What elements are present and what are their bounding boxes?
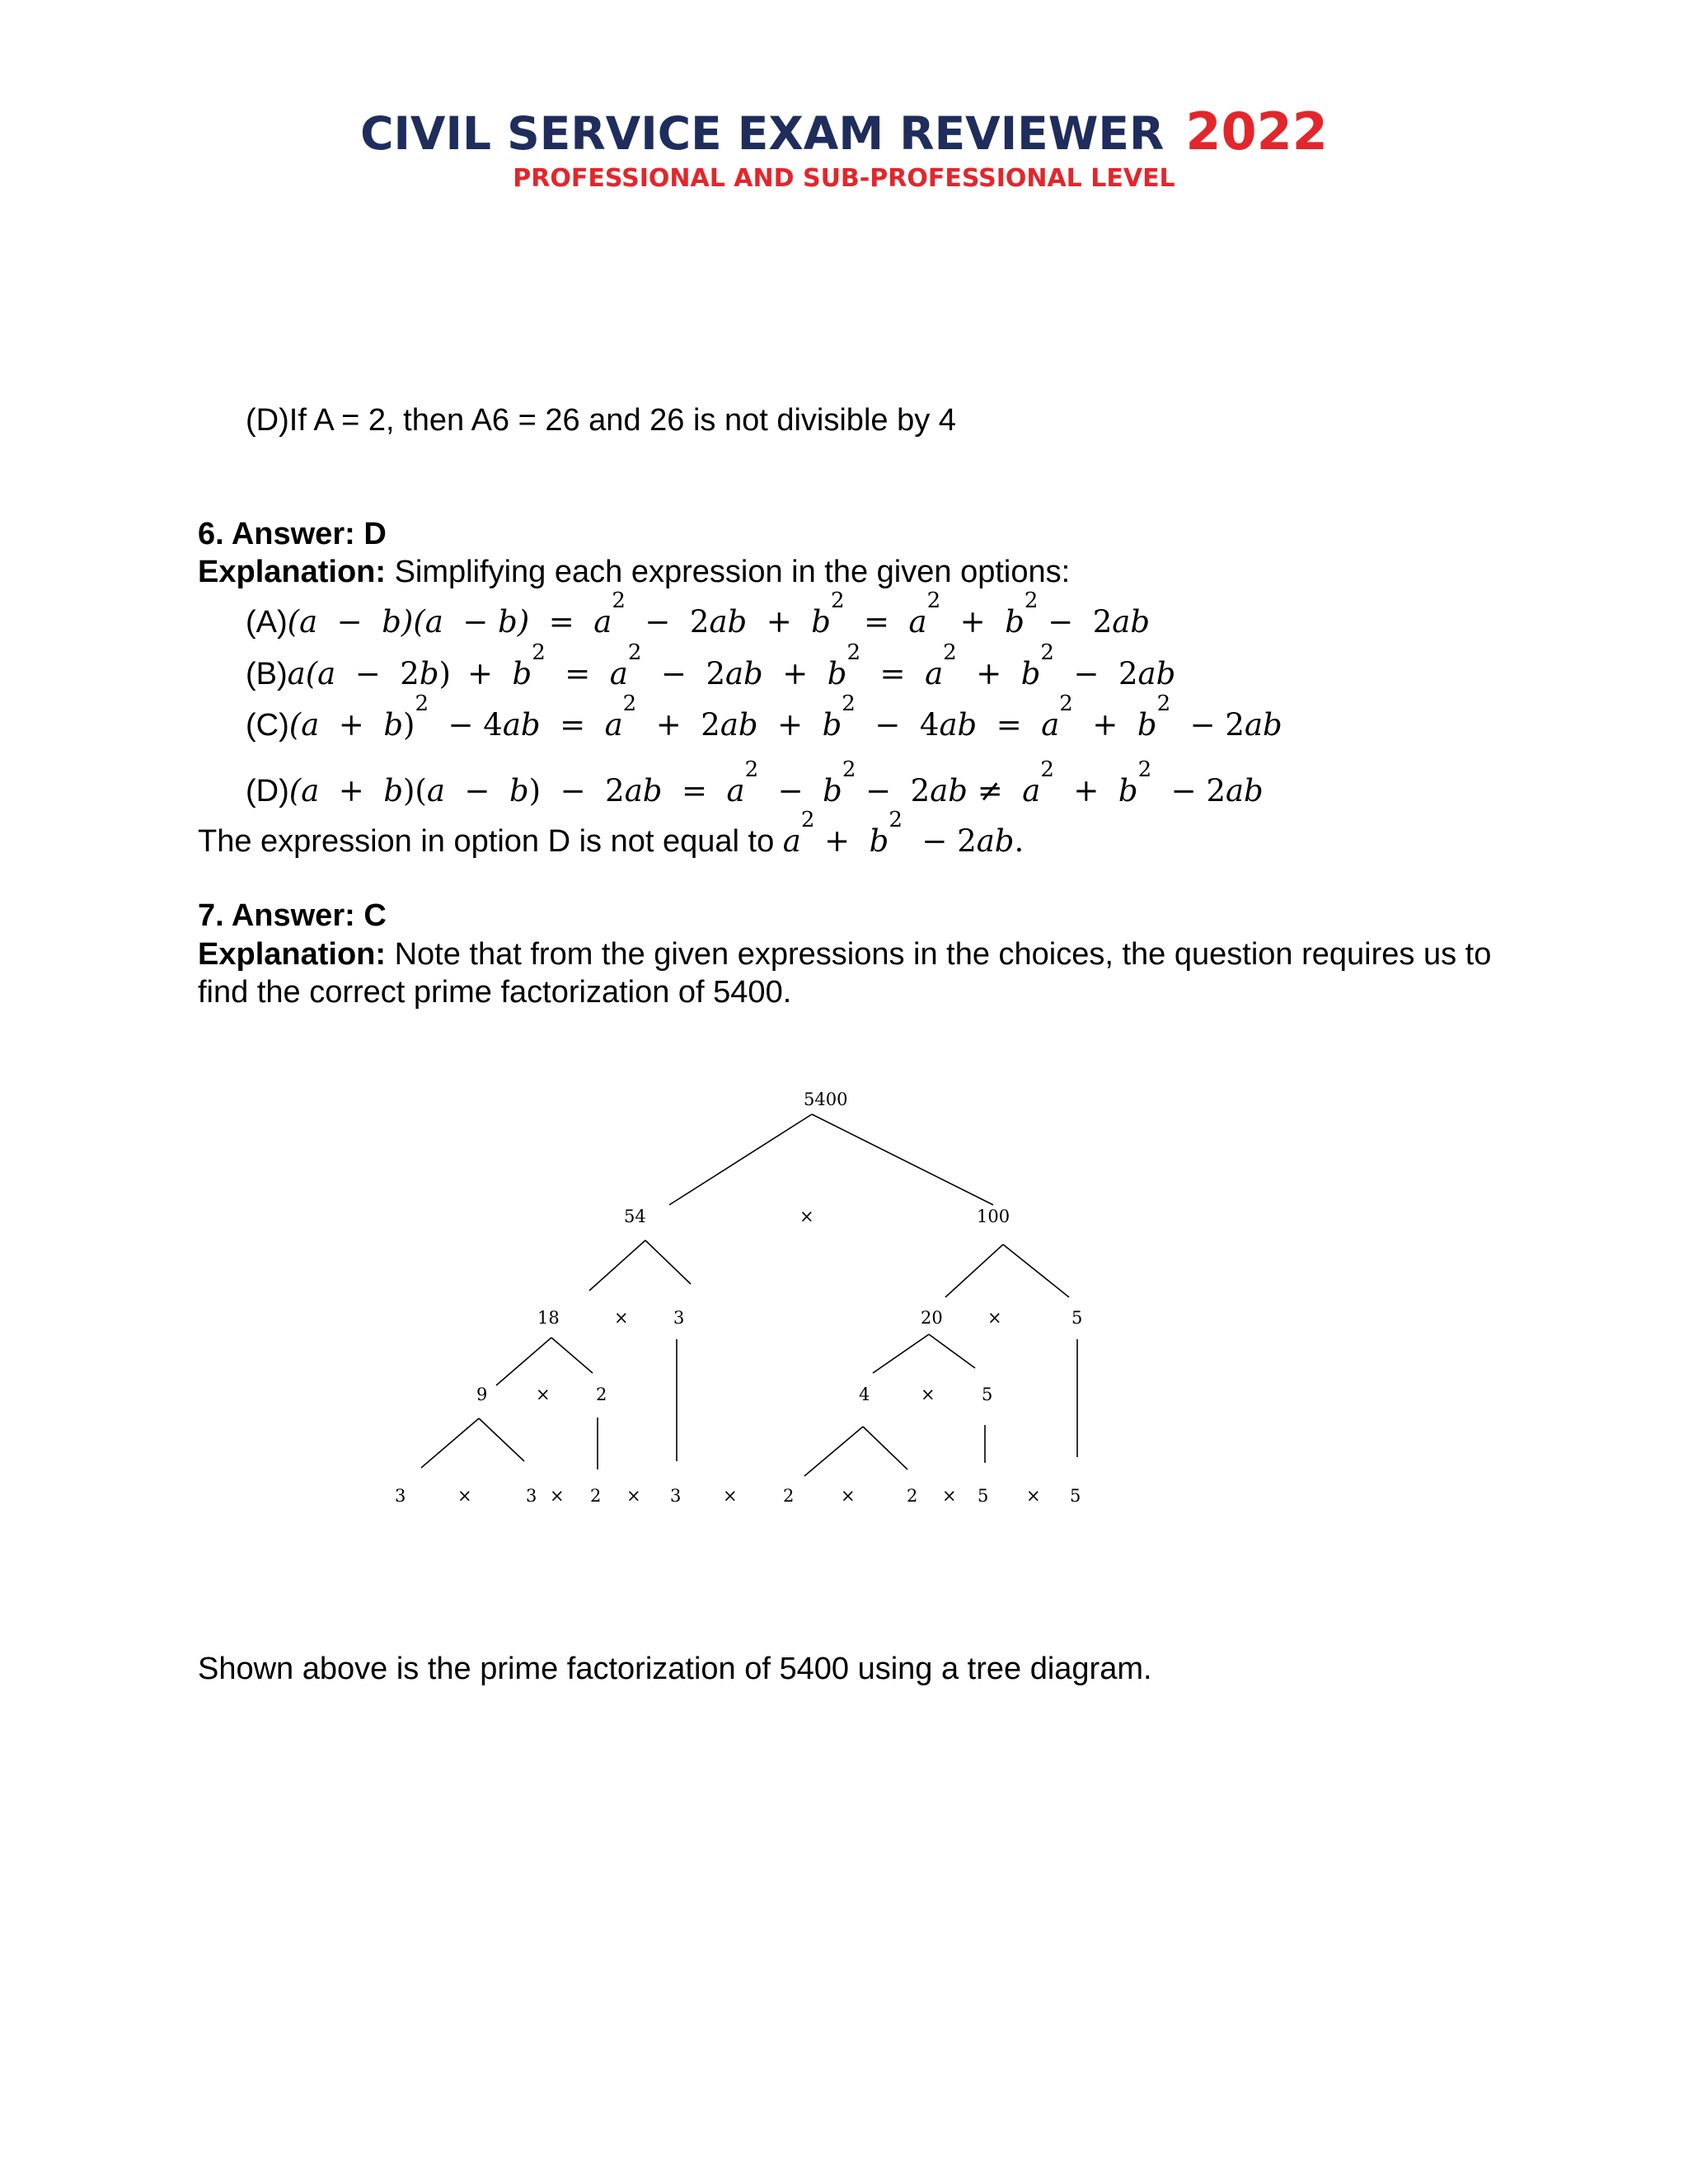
tree-edge <box>804 1427 863 1476</box>
tree-leaf: 5 <box>1070 1486 1081 1506</box>
q6-answer: 6. Answer: D <box>198 517 387 551</box>
tree-node-54: 54 <box>624 1207 646 1226</box>
tree-node-4: 4 <box>859 1385 870 1404</box>
tree-edge <box>945 1244 1003 1297</box>
q7-explanation-text: Note that from the given expressions in the choices, the question requires us to find the correct prime factorization of 5400. <box>198 937 1492 1010</box>
tree-edge <box>645 1240 691 1284</box>
q6-option-d-label: (D) <box>246 774 289 808</box>
tree-times: × <box>921 1385 935 1404</box>
tree-times: × <box>614 1308 629 1328</box>
tree-times: × <box>536 1385 551 1404</box>
tree-node-5b: 5 <box>982 1385 993 1404</box>
tree-node-2: 2 <box>596 1385 607 1404</box>
q7-caption: Shown above is the prime factorization of 5400 using a tree diagram. <box>198 1652 1152 1686</box>
tree-leaf: 3 <box>526 1486 537 1506</box>
q6-option-c-label: (C) <box>246 708 289 743</box>
tree-times: × <box>799 1207 814 1226</box>
brand-title-main: CIVIL SERVICE EXAM REVIEWER <box>360 107 1165 160</box>
tree-leaf: 3 <box>395 1486 406 1506</box>
q7-answer: 7. Answer: C <box>198 898 387 933</box>
tree-edge <box>873 1334 929 1373</box>
tree-leaf: 2 <box>590 1486 602 1506</box>
tree-edge <box>496 1338 551 1385</box>
q6-option-a: $(A)(a - b)(a - b) = a^2 - 2ab + b^2 = a^2 + b^2 - 2ab$ <box>246 588 1151 640</box>
tree-node-5: 5 <box>1071 1308 1083 1328</box>
q6-option-b-label: (B) <box>246 657 288 691</box>
tree-times: × <box>987 1308 1002 1328</box>
tree-leaf-times: × <box>841 1486 856 1506</box>
tree-leaf-times: × <box>550 1486 565 1506</box>
tree-leaf-times: × <box>626 1486 641 1506</box>
tree-root: 5400 <box>804 1090 848 1109</box>
q7-explanation-label: Explanation: <box>198 937 387 972</box>
q6-conclusion: The expression in option D is not equal to $a^2 + b^2 - 2ab$. <box>198 808 1025 859</box>
tree-node-9: 9 <box>476 1385 488 1404</box>
tree-edge <box>929 1334 975 1368</box>
tree-leaf-times: × <box>457 1486 472 1506</box>
brand-subtitle: PROFESSIONAL AND SUB-PROFESSIONAL LEVEL <box>513 164 1175 193</box>
q6-option-d: $(D)(a + b)(a - b) - 2ab = a^2 - b^2 - 2ab \ne a^2 + b^2 - 2ab$ <box>246 757 1264 808</box>
q6-option-a-label: (A) <box>246 605 288 640</box>
tree-leaf: 5 <box>978 1486 989 1506</box>
tree-leaf: 2 <box>783 1486 795 1506</box>
tree-node-18: 18 <box>537 1308 560 1328</box>
tree-edge <box>479 1418 524 1461</box>
tree-edge <box>812 1114 993 1205</box>
tree-node-100: 100 <box>977 1207 1010 1226</box>
tree-edge <box>589 1240 645 1291</box>
tree-node-3: 3 <box>673 1308 685 1328</box>
tree-edge <box>551 1338 593 1373</box>
tree-leaf-times: × <box>723 1486 738 1506</box>
tree-edge <box>863 1427 907 1469</box>
q6-conclusion-text: The expression in option D is not equal to <box>198 824 775 859</box>
tree-edge <box>1003 1244 1069 1297</box>
tree-edge <box>669 1114 812 1205</box>
brand-title-year: 2022 <box>1185 101 1328 162</box>
q6-explanation-text: Simplifying each expression in the given options: <box>386 555 1071 589</box>
tree-leaf: 3 <box>670 1486 682 1506</box>
q6-option-c: $(C)(a + b)^2 - 4ab = a^2 + 2ab + b^2 - 4ab = a^2 + b^2 - 2ab$ <box>246 691 1282 743</box>
prev-option-d-text: If A = 2, then A6 = 26 and 26 is not divisible by 4 <box>288 403 956 438</box>
prev-option-d-label: (D) <box>246 403 289 438</box>
tree-leaf-times: × <box>942 1486 957 1506</box>
tree-edge <box>421 1418 479 1468</box>
q6-option-b: $(B)a(a - 2b) + b^2 = a^2 - 2ab + b^2 = a^2 + b^2 - 2ab$ <box>246 640 1176 691</box>
q6-explanation-label: Explanation: <box>198 555 387 589</box>
tree-leaf-times: × <box>1026 1486 1041 1506</box>
tree-node-20: 20 <box>921 1308 943 1328</box>
tree-leaf: 2 <box>907 1486 918 1506</box>
